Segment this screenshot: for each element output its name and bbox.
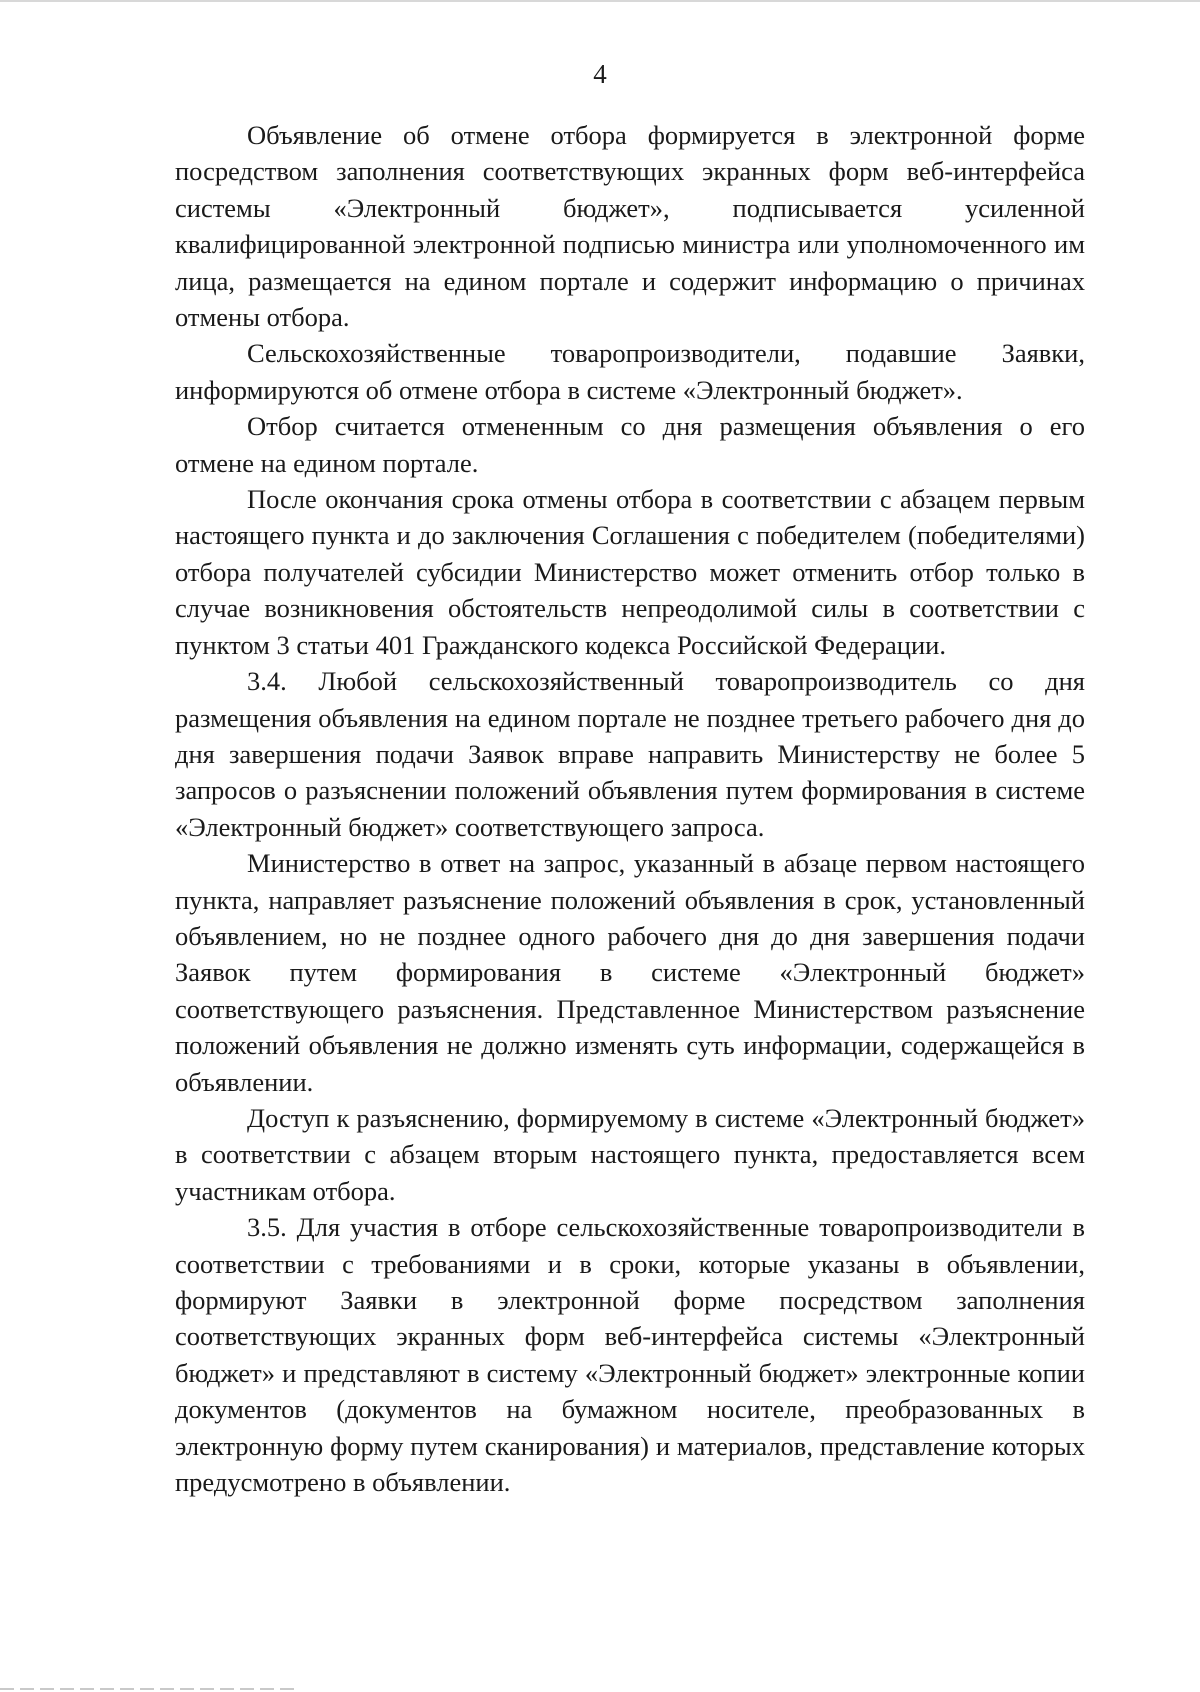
paragraph-producers-informed: Сельскохозяйственные товаропроизводители, подавшие Заявки, информируются об отмене отбора в системе «Электронный бюджет». xyxy=(175,338,1085,405)
paragraph-force-majeure: После окончания срока отмены отбора в соответствии с абзацем первым настоящего пункта и до заключения Соглашения с победителем (победителями) отбора получателей субсидии Министерство может отменить отбор только в случае возникновения обстоятельств непреодолимой силы в соответствии с пунктом 3 статьи 401 Гражданского кодекса Российской Федерации. xyxy=(175,484,1085,660)
page-number: 4 xyxy=(593,59,607,89)
scan-edge-top xyxy=(0,0,1200,2)
paragraph-clarification-access: Доступ к разъяснению, формируемому в системе «Электронный бюджет» в соответствии с абзацем вторым настоящего пункта, предоставляется всем участникам отбора. xyxy=(175,1102,1085,1206)
document-body xyxy=(175,117,1085,1500)
paragraph-clause-3-4: 3.4. Любой сельскохозяйственный товаропроизводитель со дня размещения объявления на едином портале не позднее третьего рабочего дня до дня завершения подачи Заявок вправе направить Министерству не более 5 запросов о разъяснении положений объявления путем формирования в системе «Электронный бюджет» соответствующего запроса. xyxy=(175,666,1085,842)
paragraph-cancellation-notice: Объявление об отмене отбора формируется в электронной форме посредством заполнения соответствующих экранных форм веб-интерфейса системы «Электронный бюджет», подписывается усиленной квалифицированной электронной подписью министра или уполномоченного им лица, размещается на едином портале и содержит информацию о причинах отмены отбора. xyxy=(175,120,1085,333)
paragraph-ministry-response: Министерство в ответ на запрос, указанный в абзаце первом настоящего пункта, направляет разъяснение положений объявления в срок, установленный объявлением, но не позднее одного рабочего дня до дня завершения подачи Заявок путем формирования в системе «Электронный бюджет» соответствующего разъяснения. Представленное Министерством разъяснение положений объявления не должно изменять суть информации, содержащейся в объявлении. xyxy=(175,848,1085,1097)
scan-edge-bottom xyxy=(0,1688,300,1690)
paragraph-clause-3-5: 3.5. Для участия в отборе сельскохозяйственные товаропроизводители в соответствии с требованиями и в сроки, которые указаны в объявлении, формируют Заявки в электронной форме посредством заполнения соответствующих экранных форм веб-интерфейса системы «Электронный бюджет» и представляют в систему «Электронный бюджет» электронные копии документов (документов на бумажном носителе, преобразованных в электронную форму путем сканирования) и материалов, представление которых предусмотрено в объявлении. xyxy=(175,1212,1085,1498)
paragraph-selection-cancelled: Отбор считается отмененным со дня размещения объявления о его отмене на едином портале. xyxy=(175,411,1085,478)
